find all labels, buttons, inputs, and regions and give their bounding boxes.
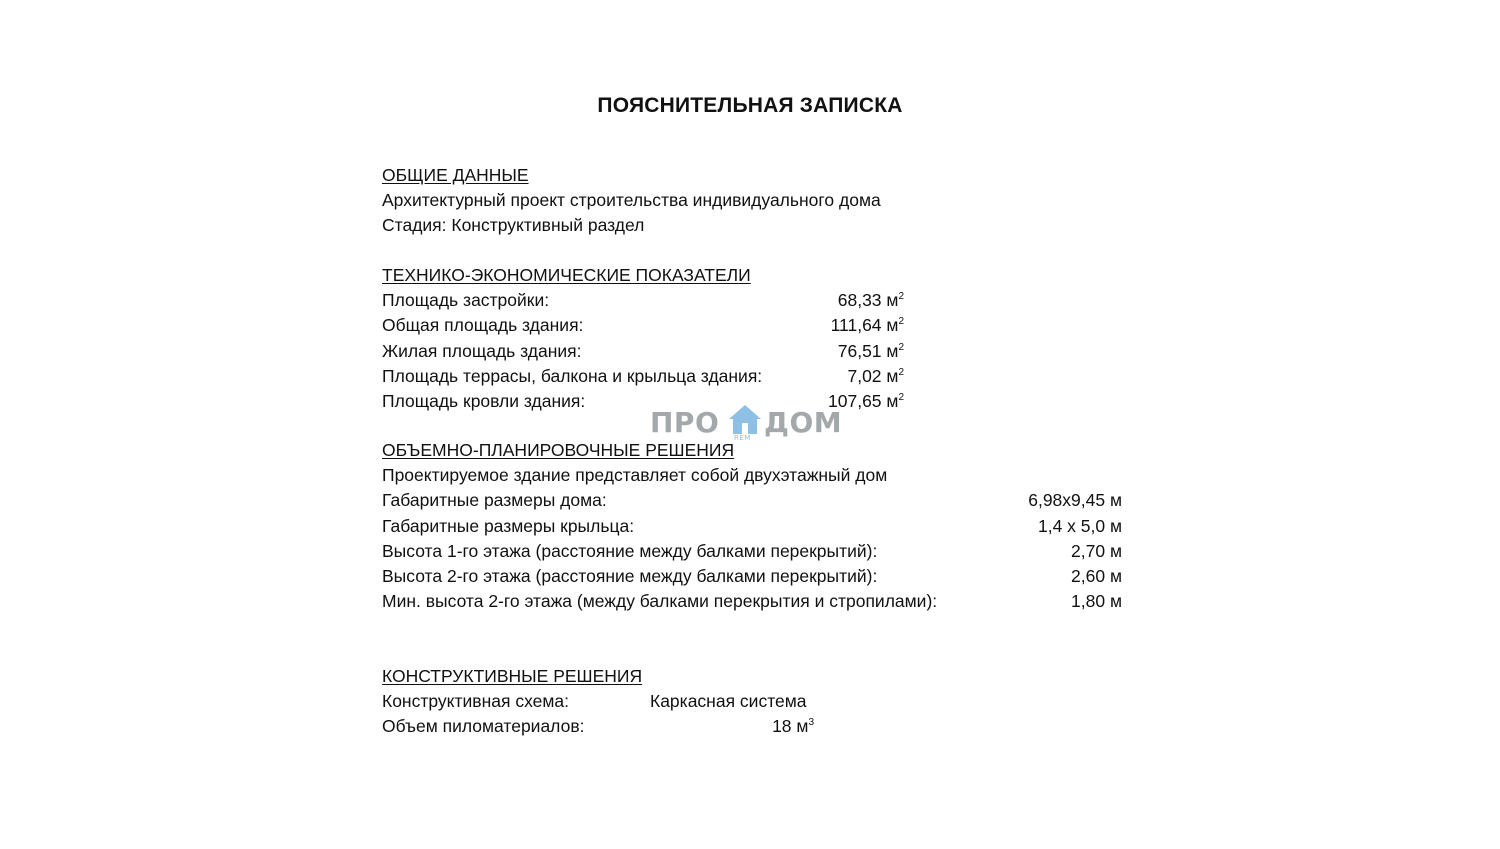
planning-label: Мин. высота 2-го этажа (между балками перекрытия и стропилами):: [382, 591, 938, 612]
tep-label: Площадь террасы, балкона и крыльца здания:: [382, 365, 763, 386]
planning-label: Габаритные размеры крыльца:: [382, 515, 635, 536]
planning-row: [382, 589, 1122, 614]
house-icon: [728, 404, 762, 436]
logo-text-right: ДОМ: [764, 406, 843, 439]
tep-row: [382, 364, 902, 389]
tep-row: [382, 313, 902, 338]
unit-superscript: 2: [898, 316, 904, 328]
planning-row: [382, 564, 1122, 589]
planning-row: [382, 488, 1122, 513]
tep-label: Жилая площадь здания:: [382, 340, 582, 361]
tep-value: 76,51 $м^2$: [837, 340, 904, 361]
logo-subtext: REM: [734, 434, 751, 442]
tep-value: 111,64 $м^2$: [830, 315, 904, 336]
tep-value: 68,33 $м^2$: [837, 290, 904, 311]
unit-superscript: 2: [898, 391, 904, 403]
planning-value: 1,4 х 5,0 м: [1037, 515, 1122, 536]
general-heading: ОБЩИЕ ДАННЫЕ: [382, 165, 529, 185]
planning-value: 2,70 м: [1071, 540, 1122, 561]
planning-value: 1,80 м: [1071, 591, 1122, 612]
structural-section: [382, 664, 814, 740]
structural-label: Объем пиломатериалов:: [382, 716, 585, 737]
planning-heading: ОБЪЕМНО-ПЛАНИРОВОЧНЫЕ РЕШЕНИЯ: [382, 440, 735, 460]
planning-value: 2,60 м: [1071, 565, 1122, 586]
general-section: [382, 163, 1122, 239]
unit-superscript: 3: [808, 717, 814, 729]
structural-label: Конструктивная схема:: [382, 691, 569, 712]
structural-value: 18 $м^3$: [772, 716, 814, 737]
page-title: ПОЯСНИТЕЛЬНАЯ ЗАПИСКА: [597, 94, 903, 117]
tep-value: 7,02 $м^2$: [847, 365, 904, 386]
tep-label: Общая площадь здания:: [382, 315, 584, 336]
planning-label: Высота 1-го этажа (расстояние между балками перекрытий):: [382, 540, 878, 561]
structural-row: [382, 714, 814, 739]
tep-heading: ТЕХНИКО-ЭКОНОМИЧЕСКИЕ ПОКАЗАТЕЛИ: [382, 265, 751, 285]
structural-heading: КОНСТРУКТИВНЫЕ РЕШЕНИЯ: [382, 666, 643, 686]
general-line-stage: Стадия: Конструктивный раздел: [382, 215, 645, 236]
unit-superscript: 2: [898, 366, 904, 378]
unit-superscript: 2: [898, 291, 904, 303]
tep-row: [382, 339, 902, 364]
tep-label: Площадь застройки:: [382, 290, 550, 311]
planning-value: 6,98х9,45 м: [1028, 490, 1122, 511]
planning-intro: Проектируемое здание представляет собой двухэтажный дом: [382, 465, 888, 486]
planning-row: [382, 539, 1122, 564]
tep-row: [382, 288, 902, 313]
structural-value: Каркасная система: [650, 691, 807, 712]
planning-label: Высота 2-го этажа (расстояние между балками перекрытий):: [382, 565, 878, 586]
general-line-project: Архитектурный проект строительства индивидуального дома: [382, 190, 881, 211]
tep-section: [382, 263, 902, 414]
logo-text-left: ПРО: [650, 406, 720, 439]
unit-superscript: 2: [898, 341, 904, 353]
planning-label: Габаритные размеры дома:: [382, 490, 607, 511]
structural-row: [382, 689, 814, 714]
planning-section: [382, 438, 1122, 614]
tep-value: 107,65 $м^2$: [828, 390, 904, 411]
tep-label: Площадь кровли здания:: [382, 390, 586, 411]
planning-row: [382, 514, 1122, 539]
